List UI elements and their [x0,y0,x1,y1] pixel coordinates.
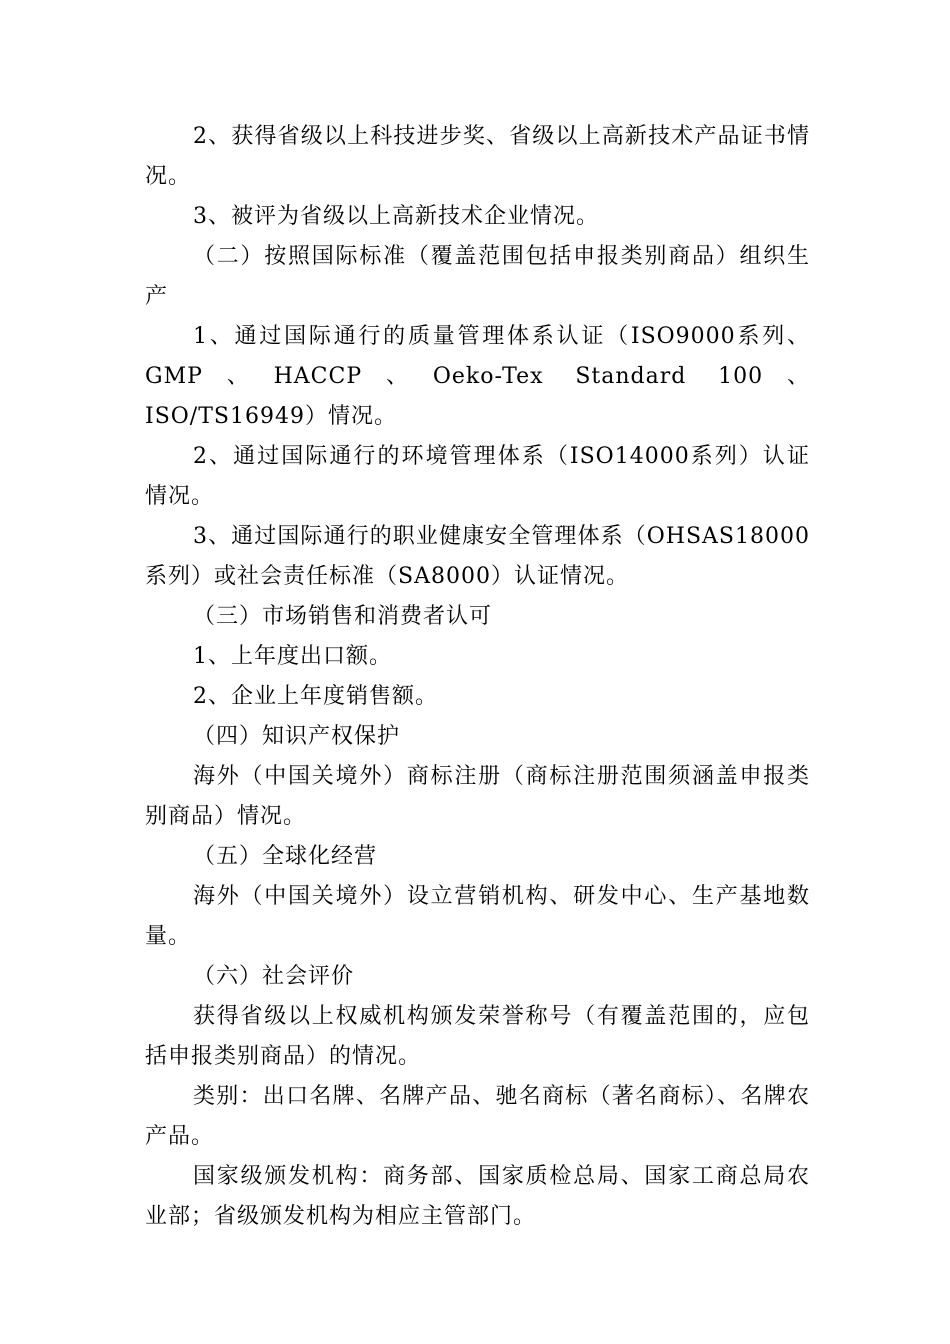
section-heading-social-evaluation: （六）社会评价 [193,964,355,989]
paragraph-environment-management: 2、通过国际通行的环境管理体系（ISO14000系列）认证情况。 [145,444,810,509]
section-heading-ip-protection: （四）知识产权保护 [193,724,401,749]
document-body [145,117,810,1237]
paragraph-award-certificates: 2、获得省级以上科技进步奖、省级以上高新技术产品证书情况。 [145,124,810,189]
paragraph-overseas-trademark: 海外（中国关境外）商标注册（商标注册范围须涵盖申报类别商品）情况。 [145,764,810,829]
paragraph-export-amount: 1、上年度出口额。 [193,644,392,669]
section-heading-international-standards: （二）按照国际标准（覆盖范围包括申报类别商品）组织生产 [145,244,810,309]
paragraph-high-tech-enterprise: 3、被评为省级以上高新技术企业情况。 [193,204,599,229]
section-heading-global-operations: （五）全球化经营 [193,844,378,869]
paragraph-quality-management: 1、通过国际通行的质量管理体系认证（ISO9000系列、GMP、HACCP、Oeko-Tex Standard 100、ISO/TS16949）情况。 [145,324,810,429]
paragraph-sales-amount: 2、企业上年度销售额。 [193,684,438,709]
paragraph-honorary-titles: 获得省级以上权威机构颁发荣誉称号（有覆盖范围的，应包括申报类别商品）的情况。 [145,1004,810,1069]
paragraph-issuing-authorities: 国家级颁发机构：商务部、国家质检总局、国家工商总局农业部；省级颁发机构为相应主管部门。 [145,1164,810,1229]
paragraph-occupational-safety: 3、通过国际通行的职业健康安全管理体系（OHSAS18000系列）或社会责任标准（SA8000）认证情况。 [145,524,810,589]
paragraph-overseas-institutions: 海外（中国关境外）设立营销机构、研发中心、生产基地数量。 [145,884,810,949]
section-heading-market-sales: （三）市场销售和消费者认可 [193,604,493,629]
paragraph-categories: 类别：出口名牌、名牌产品、驰名商标（著名商标）、名牌农产品。 [145,1084,810,1149]
